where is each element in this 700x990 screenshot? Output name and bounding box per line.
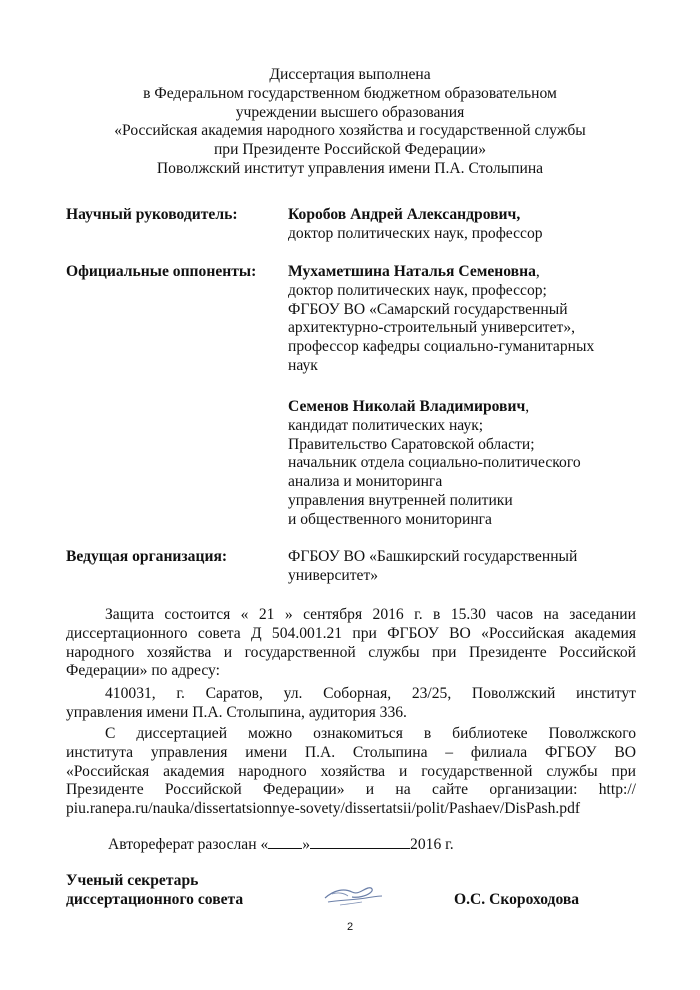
opponent-1-name: Мухаметшина Наталья Семеновна [288,263,536,280]
day-blank [268,834,302,849]
opponent-2-line: кандидат политических наук; [288,416,484,434]
address-line: 410031, г. Саратов, ул. Соборная, 23/25, Поволжский институт [105,685,636,702]
defense-line: Федерации» по адресу: [66,662,220,680]
opponent-1-line: профессор кафедры социально-гуманитарных [288,338,595,356]
secretary-title-line: диссертационного совета [66,890,244,908]
library-url: piu.ranepa.ru/nauka/dissertatsionnye-sovety/dissertatsii/polit/Pashaev/DisPash.pdf [66,800,581,818]
abstract-sent-suffix: 2016 г. [410,836,454,853]
header-line: в Федеральном государственном бюджетном образовательном [143,84,557,102]
header-line: при Президенте Российской Федерации» [213,141,487,159]
header-line: «Российская академия народного хозяйства и государственной службы [114,122,586,140]
supervisor-label: Научный руководитель: [66,206,238,223]
secretary-title [66,872,243,910]
library-line: Президенте Российской Федерации» и на сайте организации: http:// [66,781,636,799]
supervisor-degree: доктор политических наук, профессор [288,224,543,242]
address-line: управления имени П.А. Столыпина, аудитория 336. [66,703,407,721]
opponent-1-line: наук [288,356,318,374]
defense-line: диссертационного совета Д 504.001.21 при ФГБОУ ВО «Российская академия [66,624,636,642]
library-paragraph [66,725,636,819]
address-paragraph [66,685,636,723]
library-line: института управления имени П.А. Столыпина – филиала ФГБОУ ВО [66,743,636,761]
header-line: Поволжский институт управления имени П.А. Столыпина [156,159,544,177]
lead-org-line: ФГБОУ ВО «Башкирский государственный [288,548,578,565]
lead-org-line: университет» [288,566,379,584]
secretary-name: О.С. Скороходова [454,891,580,908]
opponent-2-line: управления внутренней политики [288,491,513,509]
opponent-1-line: архитектурно-строительный университет», [288,319,576,337]
opponent-1-line: доктор политических наук, профессор; [288,281,547,299]
abstract-sent-prefix: Автореферат разослан « [108,836,269,853]
month-blank [310,834,410,849]
supervisor-name: Коробов Андрей Александрович, [288,206,521,223]
opponent-2-name: Семенов Николай Владимирович [288,398,526,415]
opponent-2-name-suffix: , [525,398,530,415]
opponent-2-line: анализа и мониторинга [288,473,443,491]
library-line: С диссертацией можно ознакомиться в библиотеке Поволжского [105,725,636,742]
header-block [0,66,700,179]
supervisor-block [288,206,543,244]
opponent-2-line: и общественного мониторинга [288,510,492,528]
header-line: Диссертация выполнена [269,66,431,83]
header-line: учреждении высшего образования [235,103,465,121]
defense-line: Защита состоится « 21 » сентября 2016 г. в 15.30 часов на заседании [105,606,636,623]
defense-line: народного хозяйства и государственной службы при Президенте Российской [66,643,636,661]
lead-org-label: Ведущая организация: [66,548,228,565]
secretary-title-line: Ученый секретарь [66,872,199,889]
lead-org-block [288,548,577,586]
opponents-label: Официальные оппоненты: [66,263,257,280]
handwritten-signature [322,878,384,914]
opponent-2-block [288,398,581,530]
abstract-sent-line [66,834,636,855]
library-line: «Российская академия народного хозяйства и государственной службы при [66,762,636,780]
opponent-2-line: Правительство Саратовской области; [288,435,535,453]
opponent-2-line: начальник отдела социально-политического [288,454,581,472]
opponent-1-line: ФГБОУ ВО «Самарский государственный [288,300,568,318]
opponent-1-block [288,263,594,376]
page-number: 2 [346,921,354,933]
abstract-sent-middle: » [302,836,311,853]
defense-paragraph [66,606,636,681]
opponent-1-name-suffix: , [535,263,540,280]
